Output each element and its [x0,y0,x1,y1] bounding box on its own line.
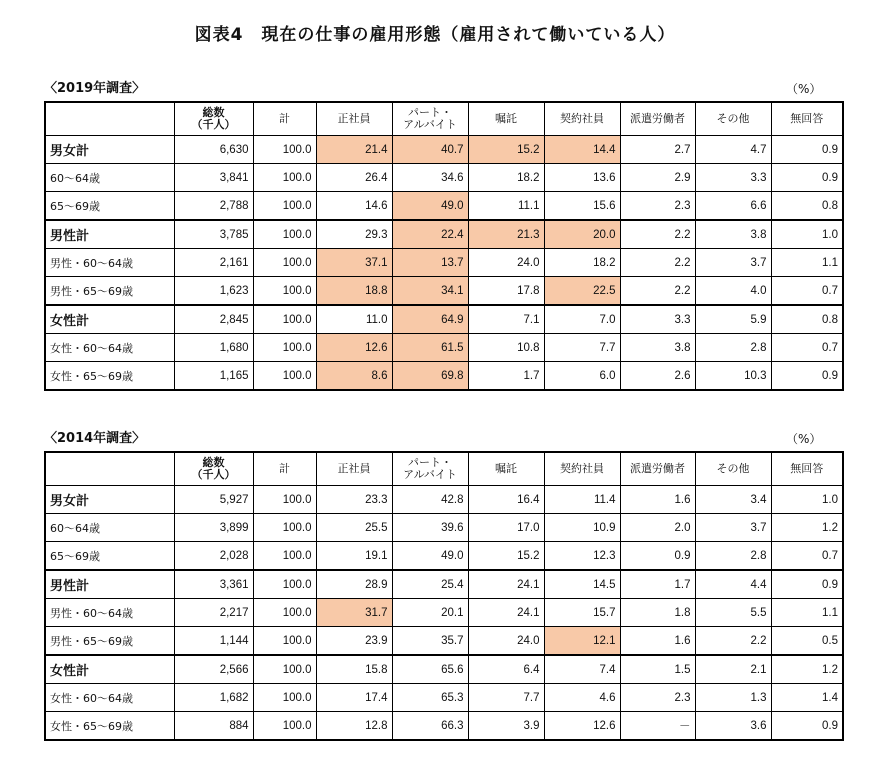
table-row [45,192,843,221]
table-cell: 65.3 [392,684,468,712]
table-cell: 2,566 [174,655,253,684]
row-label: 男性・65～69歳 [45,627,174,656]
table-cell: 24.1 [468,599,544,627]
table-cell: 2,788 [174,192,253,221]
table-cell: 2.8 [695,542,771,571]
table-cell: 0.9 [771,712,843,741]
table-cell: 0.8 [771,305,843,334]
table-cell: 3,899 [174,514,253,542]
table-cell: 1.5 [620,655,695,684]
row-label: 男性計 [45,570,174,599]
table-cell: 22.5 [544,277,620,306]
table-cell: 17.0 [468,514,544,542]
table-cell: 2.3 [620,192,695,221]
table-cell: 4.4 [695,570,771,599]
table-cell: 100.0 [253,655,316,684]
column-header-corner [45,102,174,136]
table-cell: 100.0 [253,249,316,277]
table-cell: 3,785 [174,220,253,249]
table-cell: 3.6 [695,712,771,741]
table-cell: 1.1 [771,599,843,627]
row-label: 女性・65～69歳 [45,362,174,391]
table-cell: 1,144 [174,627,253,656]
table-cell: 23.3 [316,486,392,514]
table-cell: 0.5 [771,627,843,656]
table-cell: 1,680 [174,334,253,362]
table-cell: 15.2 [468,136,544,164]
row-label: 女性計 [45,655,174,684]
table-cell: 29.3 [316,220,392,249]
table-cell: 2.2 [620,277,695,306]
table-cell: 64.9 [392,305,468,334]
table-cell: 3,361 [174,570,253,599]
table-cell: 1.8 [620,599,695,627]
column-header-shokutaku: 嘱託 [468,452,544,486]
table-row [45,220,843,249]
table-cell: 28.9 [316,570,392,599]
table-cell: 61.5 [392,334,468,362]
table-cell: 100.0 [253,305,316,334]
table-cell: 100.0 [253,164,316,192]
table-cell: 35.7 [392,627,468,656]
row-label: 60～64歳 [45,164,174,192]
column-header-dispatch: 派遣労働者 [620,452,695,486]
row-label: 女性・60～64歳 [45,684,174,712]
table-cell: 18.2 [468,164,544,192]
figure-title: 図表4 現在の仕事の雇用形態（雇用されて働いている人） [194,25,676,45]
table-cell: 3.4 [695,486,771,514]
table-row [45,334,843,362]
table-cell: 2,028 [174,542,253,571]
table-cell: 10.3 [695,362,771,391]
table-cell: 1.7 [620,570,695,599]
table-row [45,655,843,684]
table-cell: 0.9 [771,136,843,164]
table-row [45,627,843,656]
table-cell: 0.8 [771,192,843,221]
table-cell: 13.6 [544,164,620,192]
table-cell: 1,682 [174,684,253,712]
table-row [45,249,843,277]
table-cell: 34.1 [392,277,468,306]
table-cell: 14.4 [544,136,620,164]
column-header-dispatch: 派遣労働者 [620,102,695,136]
table-cell: 15.2 [468,542,544,571]
table-cell: 69.8 [392,362,468,391]
table-cell: 6,630 [174,136,253,164]
unit-label-2014: （%） [786,432,822,446]
table-cell: 39.6 [392,514,468,542]
table-cell: 100.0 [253,362,316,391]
table-cell: 100.0 [253,514,316,542]
table-cell: 0.9 [771,164,843,192]
table-row [45,542,843,571]
table-row [45,486,843,514]
table-cell: 16.4 [468,486,544,514]
table-cell: 1,165 [174,362,253,391]
table-row [45,277,843,306]
row-label: 男性・65～69歳 [45,277,174,306]
table-cell: 100.0 [253,712,316,741]
table-cell: 26.4 [316,164,392,192]
table-cell: 2.2 [695,627,771,656]
table-cell: 100.0 [253,277,316,306]
table-cell: 1.0 [771,486,843,514]
table-cell: 3.7 [695,249,771,277]
column-header-contract: 契約社員 [544,452,620,486]
table-cell: 8.6 [316,362,392,391]
table-cell: 17.4 [316,684,392,712]
table-cell: 3,841 [174,164,253,192]
table-row [45,599,843,627]
column-header-total: 計 [253,452,316,486]
table-cell: 1.6 [620,627,695,656]
table-row [45,164,843,192]
row-label: 女性・65～69歳 [45,712,174,741]
column-header-total-count: 総数 （千人） [174,452,253,486]
table-cell: 3.3 [695,164,771,192]
table-cell: 2.3 [620,684,695,712]
table-cell: 21.4 [316,136,392,164]
table-cell: 37.1 [316,249,392,277]
table-cell: 0.9 [771,362,843,391]
row-label: 65～69歳 [45,542,174,571]
table-cell: 100.0 [253,599,316,627]
table-cell: 1.7 [468,362,544,391]
row-label: 男性・60～64歳 [45,599,174,627]
table-cell: 10.9 [544,514,620,542]
table-cell: 7.1 [468,305,544,334]
table-cell: 100.0 [253,570,316,599]
table-cell: 100.0 [253,684,316,712]
table-cell: 12.6 [544,712,620,741]
table-cell: 21.3 [468,220,544,249]
table-cell: 7.4 [544,655,620,684]
table-cell: 0.7 [771,542,843,571]
table-row [45,712,843,741]
table-cell: 2.1 [695,655,771,684]
table-cell: 12.3 [544,542,620,571]
table-cell: 12.8 [316,712,392,741]
table-cell: 100.0 [253,542,316,571]
column-header-shokutaku: 嘱託 [468,102,544,136]
column-header-contract: 契約社員 [544,102,620,136]
table-cell: 2,217 [174,599,253,627]
row-label: 男性・60～64歳 [45,249,174,277]
table-cell: 2.0 [620,514,695,542]
table-cell: 20.0 [544,220,620,249]
table-cell: 15.7 [544,599,620,627]
table-cell: 0.9 [771,570,843,599]
table-cell: 884 [174,712,253,741]
header-row [45,102,843,136]
table-cell: 2.8 [695,334,771,362]
table-cell: 6.4 [468,655,544,684]
table-cell: 25.4 [392,570,468,599]
table-cell: 4.6 [544,684,620,712]
table-cell: 100.0 [253,627,316,656]
table-cell: 5.5 [695,599,771,627]
table-cell: 1.3 [695,684,771,712]
column-header-no-answer: 無回答 [771,452,843,486]
table-cell: 3.9 [468,712,544,741]
table-cell: 5.9 [695,305,771,334]
table-cell: 49.0 [392,192,468,221]
table-2019 [44,101,844,391]
table-cell: 2.2 [620,249,695,277]
table-cell: 1.6 [620,486,695,514]
table-cell: 11.1 [468,192,544,221]
table-cell: 11.4 [544,486,620,514]
table-cell: 18.2 [544,249,620,277]
row-label: 男女計 [45,136,174,164]
table-cell: 2.7 [620,136,695,164]
column-header-total: 計 [253,102,316,136]
column-header-no-answer: 無回答 [771,102,843,136]
table-cell: 10.8 [468,334,544,362]
table-cell: 4.7 [695,136,771,164]
table-cell: 5,927 [174,486,253,514]
column-header-part-time: パート・ アルバイト [392,452,468,486]
table-cell: － [620,712,695,741]
table-cell: 2.2 [620,220,695,249]
table-cell: 100.0 [253,136,316,164]
column-header-total-count: 総数 （千人） [174,102,253,136]
table-cell: 23.9 [316,627,392,656]
table-cell: 65.6 [392,655,468,684]
table-cell: 12.1 [544,627,620,656]
table-cell: 25.5 [316,514,392,542]
table-cell: 2,161 [174,249,253,277]
table-row [45,684,843,712]
table-cell: 1.1 [771,249,843,277]
table-cell: 0.7 [771,277,843,306]
table-cell: 15.6 [544,192,620,221]
table-cell: 100.0 [253,486,316,514]
table-cell: 18.8 [316,277,392,306]
table-cell: 3.8 [695,220,771,249]
table-cell: 7.7 [544,334,620,362]
table-cell: 17.8 [468,277,544,306]
column-header-regular: 正社員 [316,452,392,486]
column-header-other: その他 [695,102,771,136]
row-label: 男女計 [45,486,174,514]
column-header-other: その他 [695,452,771,486]
table-cell: 66.3 [392,712,468,741]
table-cell: 19.1 [316,542,392,571]
table-row [45,136,843,164]
table-cell: 24.1 [468,570,544,599]
table-cell: 31.7 [316,599,392,627]
table-cell: 0.7 [771,334,843,362]
table-cell: 7.7 [468,684,544,712]
table-cell: 12.6 [316,334,392,362]
table-cell: 49.0 [392,542,468,571]
column-header-corner [45,452,174,486]
table-cell: 1,623 [174,277,253,306]
table-cell: 100.0 [253,192,316,221]
row-label: 女性・60～64歳 [45,334,174,362]
table-row [45,305,843,334]
table-cell: 2,845 [174,305,253,334]
header-row [45,452,843,486]
table-row [45,362,843,391]
row-label: 女性計 [45,305,174,334]
table-cell: 20.1 [392,599,468,627]
table-cell: 7.0 [544,305,620,334]
section-label-2014: 〈2014年調査〉 [44,431,146,446]
column-header-part-time: パート・ アルバイト [392,102,468,136]
table-cell: 15.8 [316,655,392,684]
table-cell: 40.7 [392,136,468,164]
table-cell: 22.4 [392,220,468,249]
table-cell: 1.2 [771,655,843,684]
table-cell: 11.0 [316,305,392,334]
unit-label-2019: （%） [786,82,822,96]
table-cell: 6.6 [695,192,771,221]
row-label: 65～69歳 [45,192,174,221]
row-label: 男性計 [45,220,174,249]
table-cell: 1.4 [771,684,843,712]
table-cell: 0.9 [620,542,695,571]
table-row [45,514,843,542]
table-cell: 3.8 [620,334,695,362]
table-cell: 42.8 [392,486,468,514]
table-cell: 3.3 [620,305,695,334]
row-label: 60～64歳 [45,514,174,542]
table-cell: 1.2 [771,514,843,542]
table-cell: 34.6 [392,164,468,192]
section-label-2019: 〈2019年調査〉 [44,81,146,96]
table-cell: 4.0 [695,277,771,306]
table-cell: 14.6 [316,192,392,221]
table-cell: 13.7 [392,249,468,277]
table-cell: 24.0 [468,249,544,277]
table-cell: 2.9 [620,164,695,192]
column-header-regular: 正社員 [316,102,392,136]
table-cell: 14.5 [544,570,620,599]
table-cell: 100.0 [253,334,316,362]
table-cell: 2.6 [620,362,695,391]
table-cell: 6.0 [544,362,620,391]
table-cell: 3.7 [695,514,771,542]
table-row [45,570,843,599]
table-2014 [44,451,844,741]
table-cell: 100.0 [253,220,316,249]
table-cell: 24.0 [468,627,544,656]
table-cell: 1.0 [771,220,843,249]
